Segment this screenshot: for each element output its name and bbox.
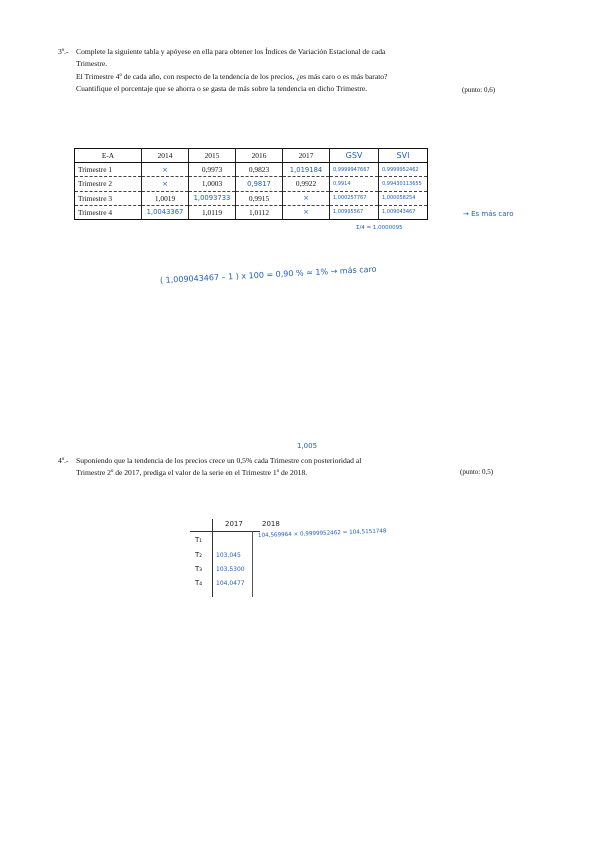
cell-gsv: 1,00995567	[330, 205, 379, 219]
q4-line1-a: Suponiendo que la tendencia de los precios crece un	[76, 456, 235, 465]
forecast-calculation: 104,569964 × 0,9999952462 = 104,5151748	[257, 528, 387, 539]
percentage-calculation: ( 1,009043467 – 1 ) x 100 = 0,90 % ≈ 1% → más caro	[159, 264, 377, 285]
q4-line1	[76, 455, 361, 467]
grid-hline	[190, 531, 260, 532]
q3-points: (punto: 0,6)	[462, 86, 496, 94]
grid-vline	[212, 519, 213, 597]
sum-annotation: Σ/4 = 1,0000095	[356, 225, 403, 231]
q4-points: (punto: 0,5)	[460, 468, 494, 476]
q4-line1-c: cada Trimestre con posterioridad al	[254, 456, 362, 465]
more-expensive-annotation: → Es más caro	[463, 210, 514, 218]
grid-row-label: T₃	[195, 565, 203, 573]
grid-col-2018: 2018	[262, 520, 280, 528]
q3-line3: El Trimestre 4º de cada año, con respecto de la tendencia de los precios, ¿es más caro o es más barato?	[76, 72, 388, 81]
cell: ×	[142, 163, 189, 177]
forecast-grid	[190, 519, 290, 599]
row-label: Trimestre 2	[75, 177, 142, 191]
cell: ×	[283, 205, 330, 219]
cell: 0,9915	[236, 191, 283, 205]
grid-row-label: T₂	[195, 551, 203, 559]
q4-line1-b: 0,5%	[236, 456, 253, 465]
cell-svi: 0,9999952462	[379, 163, 428, 177]
cell-gsv: 1,000257767	[330, 191, 379, 205]
cell: 1,0112	[236, 205, 283, 219]
q4-line2: Trimestre 2º de 2017, prediga el valor de la serie en el Trimestre 1º de 2018.	[76, 468, 308, 477]
grid-value: 104,0477	[216, 580, 245, 587]
cell-svi: 1,000058254	[379, 191, 428, 205]
header-2015: 2015	[189, 149, 236, 163]
header-svi: SVI	[379, 149, 428, 163]
q3-line1: Complete la siguiente tabla y apóyese en ella para obtener los Índices de Variación Estacional de cada	[76, 47, 386, 56]
header-2014: 2014	[142, 149, 189, 163]
cell: 1,0019	[142, 191, 189, 205]
q4-number: 4º.-	[58, 456, 69, 465]
cell: 0,9922	[283, 177, 330, 191]
grid-col-2017: 2017	[225, 520, 243, 528]
row-label: Trimestre 4	[75, 205, 142, 219]
table-header-row	[75, 149, 428, 163]
header-2016: 2016	[236, 149, 283, 163]
row-label: Trimestre 1	[75, 163, 142, 177]
growth-factor-annotation: 1,005	[297, 442, 318, 450]
table-row	[75, 177, 428, 191]
cell: ×	[283, 191, 330, 205]
cell: 1,0003	[189, 177, 236, 191]
grid-row-label: T₁	[195, 536, 203, 544]
cell-svi: 0,99430113655	[379, 177, 428, 191]
cell: 0,9817	[236, 177, 283, 191]
q3-line2: Trimestre.	[76, 59, 108, 68]
cell: 0,9823	[236, 163, 283, 177]
cell: 1,0043367	[142, 205, 189, 219]
q3-line4: Cuantifique el porcentaje que se ahorra o se gasta de más sobre la tendencia en dicho Trimestre.	[76, 84, 368, 93]
cell: 1,0119	[189, 205, 236, 219]
cell: ×	[142, 177, 189, 191]
cell: 1,019184	[283, 163, 330, 177]
cell-gsv: 0,9999947667	[330, 163, 379, 177]
table-row	[75, 191, 428, 205]
grid-vline	[252, 531, 253, 597]
grid-value: 103,045	[216, 552, 241, 559]
cell-gsv: 0,9914	[330, 177, 379, 191]
q3-number: 3º.-	[58, 47, 69, 56]
grid-row-label: T₄	[195, 579, 203, 587]
table-row	[75, 205, 428, 219]
grid-value: 103,5300	[216, 566, 245, 573]
cell-svi: 1,009043467	[379, 205, 428, 219]
table-row	[75, 163, 428, 177]
header-gsv: GSV	[330, 149, 379, 163]
cell: 1,0093733	[189, 191, 236, 205]
header-ea: E-A	[75, 149, 142, 163]
cell: 0,9973	[189, 163, 236, 177]
seasonal-index-table	[74, 148, 428, 220]
row-label: Trimestre 3	[75, 191, 142, 205]
header-2017: 2017	[283, 149, 330, 163]
